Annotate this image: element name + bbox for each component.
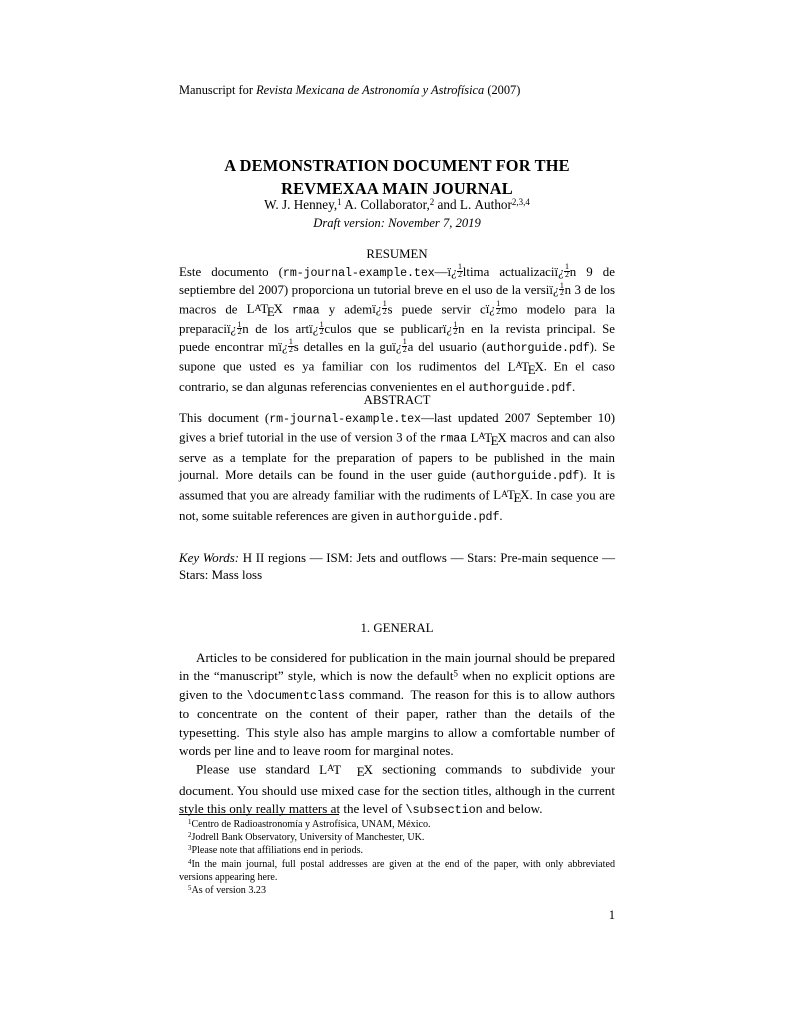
latex-logo: LATEX xyxy=(507,359,544,377)
authorguide-code: authorguide.pdf xyxy=(486,340,590,355)
running-head-prefix: Manuscript for xyxy=(179,83,257,97)
running-head-year: (2007) xyxy=(484,83,521,97)
resumen-body: Este documento (rm-journal-example.tex—ï¿ $\frac{1}{2}$ ltima actualizaciï¿ $\frac{1}{2}$ n 9 de septiembre del 2007) proporciona un tutorial breve en el uso de la versiï¿ $\frac{1}{2}$ n 3 de los macros de LATEX rmaa y ademï¿ $\frac{1}{2}$ s puede servir cï¿ $\frac{1}{2}$ mo modelo para la preparaciï¿ $\frac{1}{2}$ n de los artï¿ $\frac{1}{2}$ culos que se publicarï¿ $\frac{1}{2}$ n en la revista principal. Se puede encontrar mï¿ $\frac{1}{2}$ s detalles en la guï¿ $\frac{1}{2}$ a del usuario (authorguide.pdf). Se supone que usted es ya familiar con los rudimentos del LATEX. En el caso contrario, se dan algunas referencias convenientes en el authorguide.pdf. xyxy=(179,262,616,395)
section-paragraph-2: Please use standard LAT EX sectioning commands to subdivide your document. You should use mixed case for the section titles, although in the current style this only really matters at the level of \subsection and below. xyxy=(179,761,615,818)
footnote-text: Jodrell Bank Observatory, University of Manchester, UK. xyxy=(191,832,425,844)
title-line-2: REVMEXAA MAIN JOURNAL xyxy=(281,179,513,198)
footnote-marker: 5 xyxy=(188,885,192,893)
page-title xyxy=(179,154,615,200)
documentclass-code: \documentclass xyxy=(246,688,345,703)
replacement-char-glyph: ï¿ $\frac{1}{2}$ xyxy=(447,262,463,279)
author-affil-marker: 2,3,4 xyxy=(511,197,530,208)
author-affil-marker: 1 xyxy=(337,197,342,208)
latex-logo: LAT EX xyxy=(319,761,373,780)
author-3: and L. Author$^{2,3,4}$ xyxy=(437,197,530,212)
replacement-char-glyph: ï¿ $\frac{1}{2}$ xyxy=(372,299,387,317)
footnote-item xyxy=(179,818,615,831)
author-list xyxy=(179,196,615,214)
authorguide-code: authorguide.pdf xyxy=(475,469,580,484)
footnote-item xyxy=(179,858,615,884)
section-heading-general: 1. GENERAL xyxy=(360,621,434,635)
abstract-body: This document (rm-journal-example.tex—last updated 2007 September 10) gives a brief tutorial in the use of version 3 of the rmaa LATEX macros and can also serve as a template for the preparation of papers to be published in the main journal. More details can be found in the user guide (authorguide.pdf). It is assumed that you are already familiar with the rudiments of LATEX. In case you are not, some suitable references are given in authorguide.pdf. xyxy=(179,411,615,524)
authorguide-code: authorguide.pdf xyxy=(395,509,500,524)
keywords-block xyxy=(179,550,615,585)
resumen-heading: RESUMEN xyxy=(366,247,428,261)
latex-logo: LATEX xyxy=(493,488,530,506)
keywords-label: Key Words: xyxy=(179,551,240,565)
replacement-char-glyph: ï¿ $\frac{1}{2}$ xyxy=(485,299,501,317)
filename-code: rm-journal-example.tex xyxy=(269,412,421,426)
abstract-heading: ABSTRACT xyxy=(363,393,431,407)
latex-logo: LATEX xyxy=(246,302,283,320)
authorguide-code: authorguide.pdf xyxy=(468,380,572,395)
footnote-item xyxy=(179,844,615,857)
footnote-marker: 1 xyxy=(188,819,192,827)
footnote-list xyxy=(179,818,615,897)
author-1: W. J. Henney,$^1$ xyxy=(264,197,342,212)
footnote-text: As of version 3.23 xyxy=(191,885,267,897)
footnote-marker: 2 xyxy=(188,832,192,840)
footnote-item xyxy=(179,884,615,897)
macro-package-code: rmaa xyxy=(439,431,468,446)
footnote-text: In the main journal, full postal addresses are given at the end of the paper, with only abbreviated versions appearing here. xyxy=(179,858,615,883)
footnote-item xyxy=(179,831,615,844)
author-2: A. Collaborator,$^2$ xyxy=(344,197,435,212)
running-head-journal: Revista Mexicana de Astronomía y Astrofísica xyxy=(256,83,485,97)
replacement-char-glyph: ï¿ $\frac{1}{2}$ xyxy=(442,319,458,337)
title-line-1: A DEMONSTRATION DOCUMENT FOR THE xyxy=(224,156,570,175)
replacement-char-glyph: ï¿ $\frac{1}{2}$ xyxy=(226,319,242,337)
replacement-char-glyph: ï¿ $\frac{1}{2}$ xyxy=(278,336,293,354)
footnote-separator-rule xyxy=(179,814,339,815)
running-head xyxy=(179,82,615,98)
replacement-char-glyph: ï¿ $\frac{1}{2}$ xyxy=(554,262,569,279)
page-number: 1 xyxy=(608,908,615,922)
replacement-char-glyph: ï¿ $\frac{1}{2}$ xyxy=(549,280,564,298)
author-affil-marker: 2 xyxy=(429,197,435,208)
macro-package-code: rmaa xyxy=(291,303,320,318)
footnote-marker: 5 xyxy=(453,668,458,679)
footnote-text: Centro de Radioastronomía y Astrofísica, UNAM, México. xyxy=(191,819,431,830)
keywords-text: H II regions — ISM: Jets and outflows — Stars: Pre-main sequence — Stars: Mass loss xyxy=(179,551,615,583)
replacement-char-glyph: ï¿ $\frac{1}{2}$ xyxy=(392,336,407,354)
footnote-marker: 3 xyxy=(188,845,192,853)
filename-code: rm-journal-example.tex xyxy=(282,266,435,280)
replacement-char-glyph: ï¿ $\frac{1}{2}$ xyxy=(309,319,324,337)
section-paragraph-1: Articles to be considered for publication in the main journal should be prepared in the “manuscript” style, which is now the default$^5$ when no explicit options are given to the \documentclass command. The reason for this is to allow authors to concentrate on the content of their paper, rather than the details of the typesetting. This style also has ample margins to allow a comfortable number of words per line and to leave room for marginal notes. xyxy=(179,650,615,759)
subsection-code: \subsection xyxy=(405,803,483,818)
footnote-text: Please note that affiliations end in periods. xyxy=(191,845,364,857)
draft-version: Draft version: November 7, 2019 xyxy=(313,216,481,230)
footnote-marker: 4 xyxy=(188,858,192,866)
latex-logo: LATEX xyxy=(470,430,507,448)
